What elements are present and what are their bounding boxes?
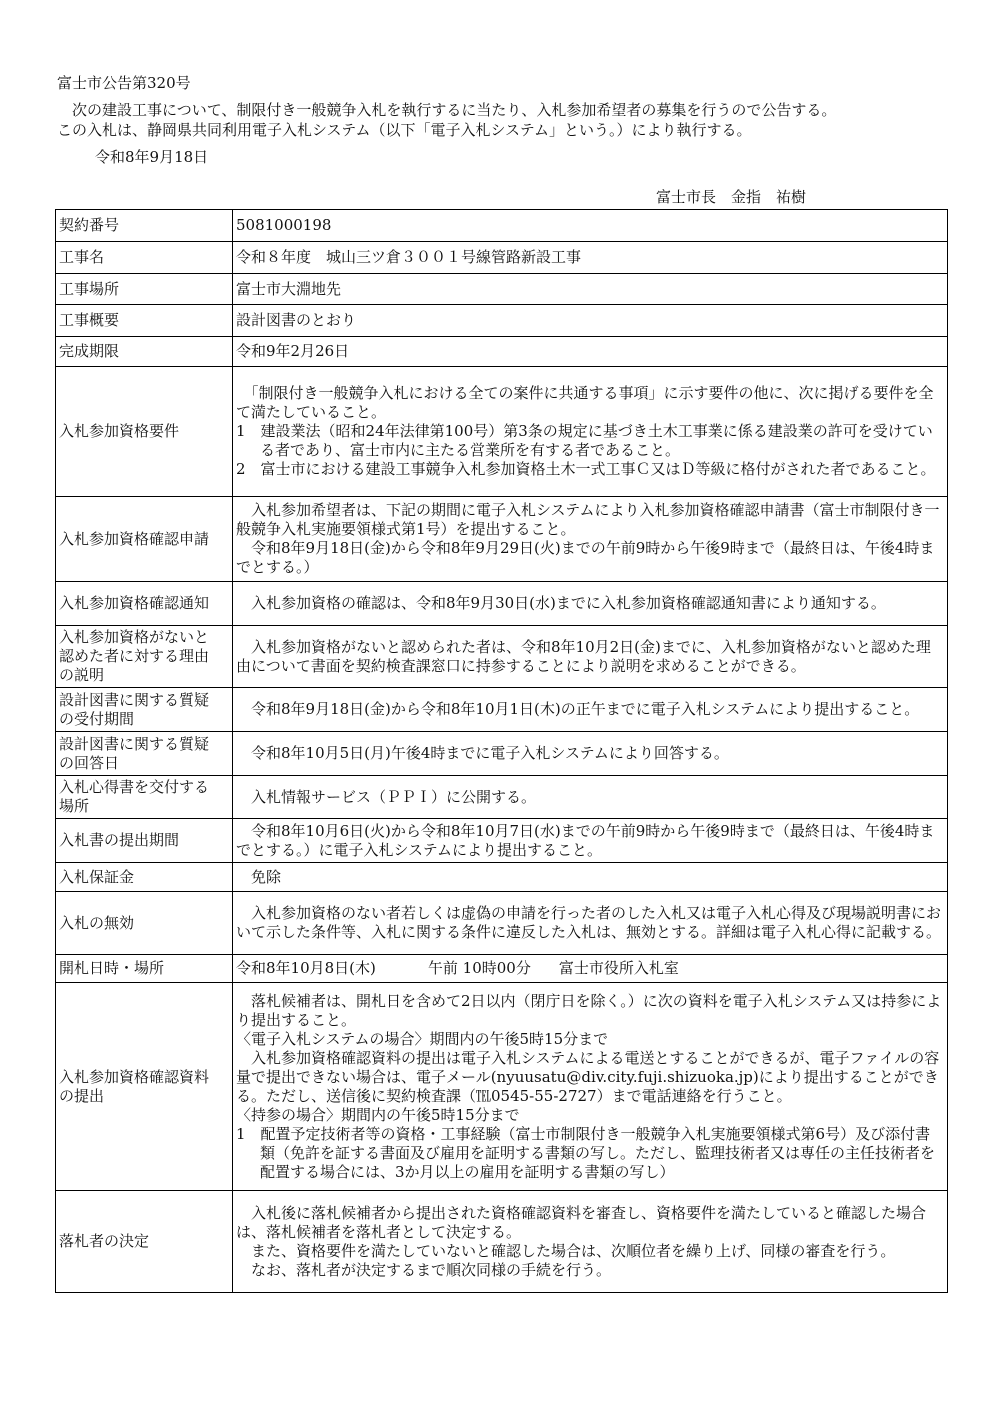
- table-row: [56, 626, 948, 688]
- table-row: [56, 863, 948, 892]
- row-value-project-name: 令和８年度 城山三ツ倉３００１号線管路新設工事: [233, 242, 948, 274]
- table-row: [56, 210, 948, 242]
- label-line: 入札参加資格がないと: [59, 628, 210, 646]
- row-value-deadline: 令和9年2月26日: [233, 337, 948, 367]
- row-value-deposit: 免除: [233, 863, 948, 892]
- table-row: [56, 732, 948, 776]
- opening-date: 令和8年10月8日(木): [236, 959, 376, 977]
- notice-number: 富士市公告第320号: [57, 74, 191, 92]
- row-label-docs-submission: [56, 983, 233, 1191]
- label-line: 認めた者に対する理由: [59, 647, 210, 665]
- row-value-contract-no: 5081000198: [233, 210, 948, 242]
- row-label-requirements: 入札参加資格要件: [56, 367, 233, 497]
- requirements-item-2: 2 富士市における建設工事競争入札参加資格土木一式工事Ｃ又はＤ等級に格付がされた者であること。: [236, 460, 936, 478]
- label-line: 入札参加資格確認資料: [59, 1067, 210, 1086]
- row-value-docs-submission: [233, 983, 948, 1191]
- row-value-requirements: [233, 367, 948, 497]
- row-label-bid-period: 入札書の提出期間: [56, 819, 233, 863]
- row-label-contract-no: 契約番号: [56, 210, 233, 242]
- row-value-winner: [233, 1191, 948, 1293]
- table-row: [56, 892, 948, 955]
- signer-name: 富士市長 金指 祐樹: [656, 188, 807, 206]
- table-row: [56, 337, 948, 367]
- row-value-reason-explain: 入札参加資格がないと認められた者は、令和8年10月2日(金)までに、入札参加資格がないと認めた理由について書面を契約検査課窓口に持参することにより説明を求めることができる。: [233, 626, 948, 688]
- docs-carry-item-1: 1 配置予定技術者等の資格・工事経験（富士市制限付き一般競争入札実施要領様式第6号）及び添付書類（免許を証する書面及び雇用を証明する書類の写し。ただし、監理技術者又は専任の主任技術者を配置する場合には、3か月以上の雇用を証明する書類の写し）: [236, 1124, 936, 1181]
- confirm-application-period: 令和8年9月18日(金)から令和8年9月29日(火)までの午前9時から午後9時まで（最終日は、午後4時までとする。）: [236, 539, 935, 576]
- row-value-confirm-notice: 入札参加資格の確認は、令和8年9月30日(水)までに入札参加資格確認通知書により通知する。: [233, 582, 948, 626]
- row-label-overview: 工事概要: [56, 305, 233, 337]
- label-line: の回答日: [59, 753, 120, 772]
- table-row: [56, 242, 948, 274]
- row-value-question-answer: 令和8年10月5日(月)午後4時までに電子入札システムにより回答する。: [233, 732, 948, 776]
- table-row: [56, 582, 948, 626]
- intro-line-2: この入札は、静岡県共同利用電子入札システム（以下「電子入札システム」という。）により執行する。: [57, 121, 752, 139]
- row-label-winner: 落札者の決定: [56, 1191, 233, 1293]
- winner-text-2: また、資格要件を満たしていないと確認した場合は、次順位者を繰り上げ、同様の審査を行う。: [236, 1241, 896, 1260]
- bid-details-table: [55, 209, 948, 1293]
- label-line: の説明: [59, 666, 105, 684]
- table-row: [56, 367, 948, 497]
- confirm-application-text: 入札参加希望者は、下記の期間に電子入札システムにより入札参加資格確認申請書（富士市制限付き一般競争入札実施要領様式第1号）を提出すること。: [236, 501, 940, 538]
- row-value-question-period: 令和8年9月18日(金)から令和8年10月1日(木)の正午までに電子入札システムにより提出すること。: [233, 688, 948, 732]
- requirements-item-1: 1 建設業法（昭和24年法律第100号）第3条の規定に基づき土木工事業に係る建設業の許可を受けている者であり、富士市内に主たる営業所を有する者であること。: [236, 422, 933, 459]
- row-label-invalid: 入札の無効: [56, 892, 233, 955]
- row-label-reason-explain: [56, 626, 233, 688]
- table-row: [56, 497, 948, 582]
- table-row: [56, 688, 948, 732]
- label-line: 設計図書に関する質疑: [59, 690, 210, 709]
- row-label-confirm-application: 入札参加資格確認申請: [56, 497, 233, 582]
- intro-line-1: 次の建設工事について、制限付き一般競争入札を執行するに当たり、入札参加希望者の募集を行うので公告する。: [57, 101, 837, 119]
- row-label-location: 工事場所: [56, 274, 233, 305]
- row-label-deadline: 完成期限: [56, 337, 233, 367]
- table-row: [56, 1191, 948, 1293]
- docs-electronic-heading: 〈電子入札システムの場合〉期間内の午後5時15分まで: [236, 1029, 609, 1048]
- table-row: [56, 776, 948, 819]
- label-line: 場所: [59, 797, 90, 815]
- row-value-invalid: 入札参加資格のない者若しくは虚偽の申請を行った者のした入札又は電子入札心得及び現場説明書において示した条件等、入札に関する条件に違反した入札は、無効とする。詳細は電子入札心得に記載する。: [233, 892, 948, 955]
- row-value-overview: 設計図書のとおり: [233, 305, 948, 337]
- label-line: の提出: [59, 1086, 105, 1105]
- row-label-guide-place: [56, 776, 233, 819]
- label-line: 入札心得書を交付する: [59, 778, 210, 796]
- row-value-location: 富士市大淵地先: [233, 274, 948, 305]
- table-row: [56, 955, 948, 983]
- row-value-opening: [233, 955, 948, 983]
- table-row: [56, 819, 948, 863]
- label-line: 設計図書に関する質疑: [59, 734, 210, 753]
- docs-carry-heading: 〈持参の場合〉期間内の午後5時15分まで: [236, 1105, 520, 1124]
- label-line: の受付期間: [59, 709, 135, 728]
- requirements-intro: 「制限付き一般競争入札における全ての案件に共通する事項」に示す要件の他に、次に掲げる要件を全て満たしていること。: [236, 384, 934, 421]
- winner-text-1: 入札後に落札候補者から提出された資格確認資料を審査し、資格要件を満たしていると確認した場合は、落札候補者を落札者として決定する。: [236, 1203, 927, 1241]
- table-row: [56, 305, 948, 337]
- row-value-confirm-application: [233, 497, 948, 582]
- row-label-project-name: 工事名: [56, 242, 233, 274]
- winner-text-3: なお、落札者が決定するまで順次同様の手続を行う。: [236, 1260, 612, 1279]
- docs-electronic-text: 入札参加資格確認資料の提出は電子入札システムによる電送とすることができるが、電子ファイルの容量で提出できない場合は、電子メール(nyuusatu@div.city.fuji.shizuoka.jp)により提出することができる。ただし、送信後に契約検査課（℡0545-55-2727）まで電話連絡を行うこと。: [236, 1048, 940, 1105]
- row-value-guide-place: 入札情報サービス（ＰＰＩ）に公開する。: [233, 776, 948, 819]
- row-label-confirm-notice: 入札参加資格確認通知: [56, 582, 233, 626]
- row-label-question-answer: [56, 732, 233, 776]
- notice-date: 令和8年9月18日: [95, 148, 209, 166]
- docs-intro: 落札候補者は、開札日を含めて2日以内（閉庁日を除く。）に次の資料を電子入札システム又は持参により提出すること。: [236, 991, 942, 1029]
- row-label-opening: 開札日時・場所: [56, 955, 233, 983]
- opening-place: 富士市役所入札室: [558, 959, 679, 977]
- intro-text: [57, 100, 957, 140]
- table-row: [56, 274, 948, 305]
- table-row: [56, 983, 948, 1191]
- row-label-deposit: 入札保証金: [56, 863, 233, 892]
- opening-time: 午前 10時00分: [427, 959, 531, 977]
- row-label-question-period: [56, 688, 233, 732]
- row-value-bid-period: 令和8年10月6日(火)から令和8年10月7日(水)までの午前9時から午後9時まで（最終日は、午後4時までとする。）に電子入札システムにより提出すること。: [233, 819, 948, 863]
